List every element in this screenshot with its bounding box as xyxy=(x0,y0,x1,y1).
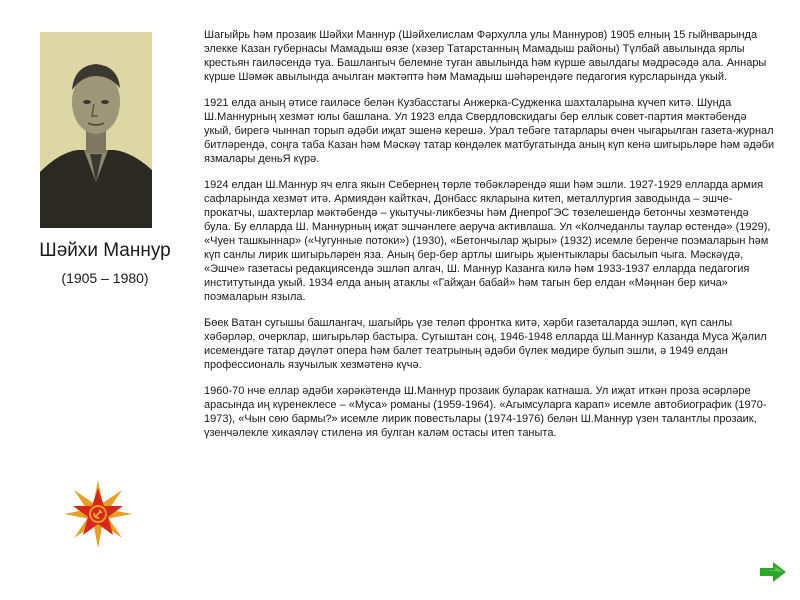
bio-paragraph: Бөек Ватан сугышы башлангач, шагыйрь үзе теләп фронтка китә, хәрби газеталарда эшләп, күп санлы хәбәрләр, очерклар, шигырьләр бастыра. Сугыштан соң, 1946-1948 елларда Ш.Маннур Казанда Муса Җәлил исемендәге татар дәүләт опера һәм балет театрының әдәби бүлек мөдире булып эшли, ә 1949 елдан профессиональ язучылык хезмәтенә күчә. xyxy=(204,317,767,371)
biography-text xyxy=(204,28,776,452)
bio-paragraph: 1960-70 нче еллар әдәби хәрәкәтендә Ш.Маннур прозаик буларак катнаша. Ул иҗат иткән проза әсәрләре арасында иң күренеклесе – «Муса» романы (1959-1964). «Агымсуларга карап» исемле автобиографик (1970-1973), «Чын сөю бармы?» исемле лирик повестьлары (1974-1976) белән Ш.Маннур үзен талантлы прозаик, үзенчәлекле хикаяләү стиленә ия булган каләм остасы итеп таныта. xyxy=(204,385,767,439)
bio-paragraph: Шагыйрь һәм прозаик Шәйхи Маннур (Шәйхелислам Фәрхулла улы Маннуров) 1905 елның 15 гыйнварында элекке Казан губернасы Мамадыш өязе (хәзер Татарстанның Мамадыш районы) Түлбай авылында ярлы крестьян гаиләсендә туа. Башлангыч белемне туган авылында һәм күрше авылдагы мәдрәсәдә ала. Аннары күрше Шәмәк авылында ачылган мәктәптә һәм Мамадыш шәһәрендәге педагогия курсларында укый. xyxy=(204,29,767,83)
arrow-right-icon xyxy=(760,562,786,582)
bio-paragraph: 1924 елдан Ш.Маннур яч елга якын Себернең төрле төбәкләрендә яши һәм эшли. 1927-1929 елларда армия сафларында хезмәт итә. Армиядән кайткач, Донбасс якларына китеп, металлургия заводында – эшче-прокатчы, шахтерлар мәктәбендә – укытучы-ликбезчы һәм ДнепроГЭС төзелешендә бетончы хезмәтендә була. Бу елларда Ш. Маннурның иҗат эшчәнлеге аеруча активлаша. Ул «Колчеданлы таулар өстендә» (1929), «Чуен ташкыннар» («Чугунные потоки») (1930), «Бетончылар җыры» (1932) исемле беренче поэмаларын һәм күп санлы лирик шигырьләрен яза. Аның бер-бер артлы шигырь җыентыклары басылып чыга. Мәскәүдә, «Эшче» газетасы редакциясендә эшләп алгач, Ш. Маннур Казанга килә һәм 1933-1937 елларда педагогия институтында укый. 1934 елда аның атаклы «Гайҗан бабай» һәм тагын бер елдан «Мәңнән бер кича» поэмаларын язылa. xyxy=(204,179,771,303)
portrait-photo xyxy=(40,32,152,228)
bio-paragraph: 1921 елда аның әтисе гаиләсе белән Кузбасстагы Анжерка-Судженка шахталарына күчеп китә. Шунда Ш.Маннурның хезмәт юлы башлана. Ул 1923 елда Свердловскидагы бер еллык совет-партия мәктәбендә укый, бирегә чыннап торып әдәби иҗат эшенә керешә. Урал тебәге татарлары өчен чыгарылган газета-журнал битләрендә, соңга таба Казан һәм Мәскәү татар көндәлек матбугатында аның күп кенә шигырьләре һәм әдәби язмалары деньЯ күрә. xyxy=(204,97,775,165)
war-order-star-icon xyxy=(62,478,134,550)
person-years: (1905 – 1980) xyxy=(61,270,149,286)
next-slide-button[interactable] xyxy=(760,562,786,582)
person-name: Шәйхи Маннур xyxy=(39,240,171,261)
